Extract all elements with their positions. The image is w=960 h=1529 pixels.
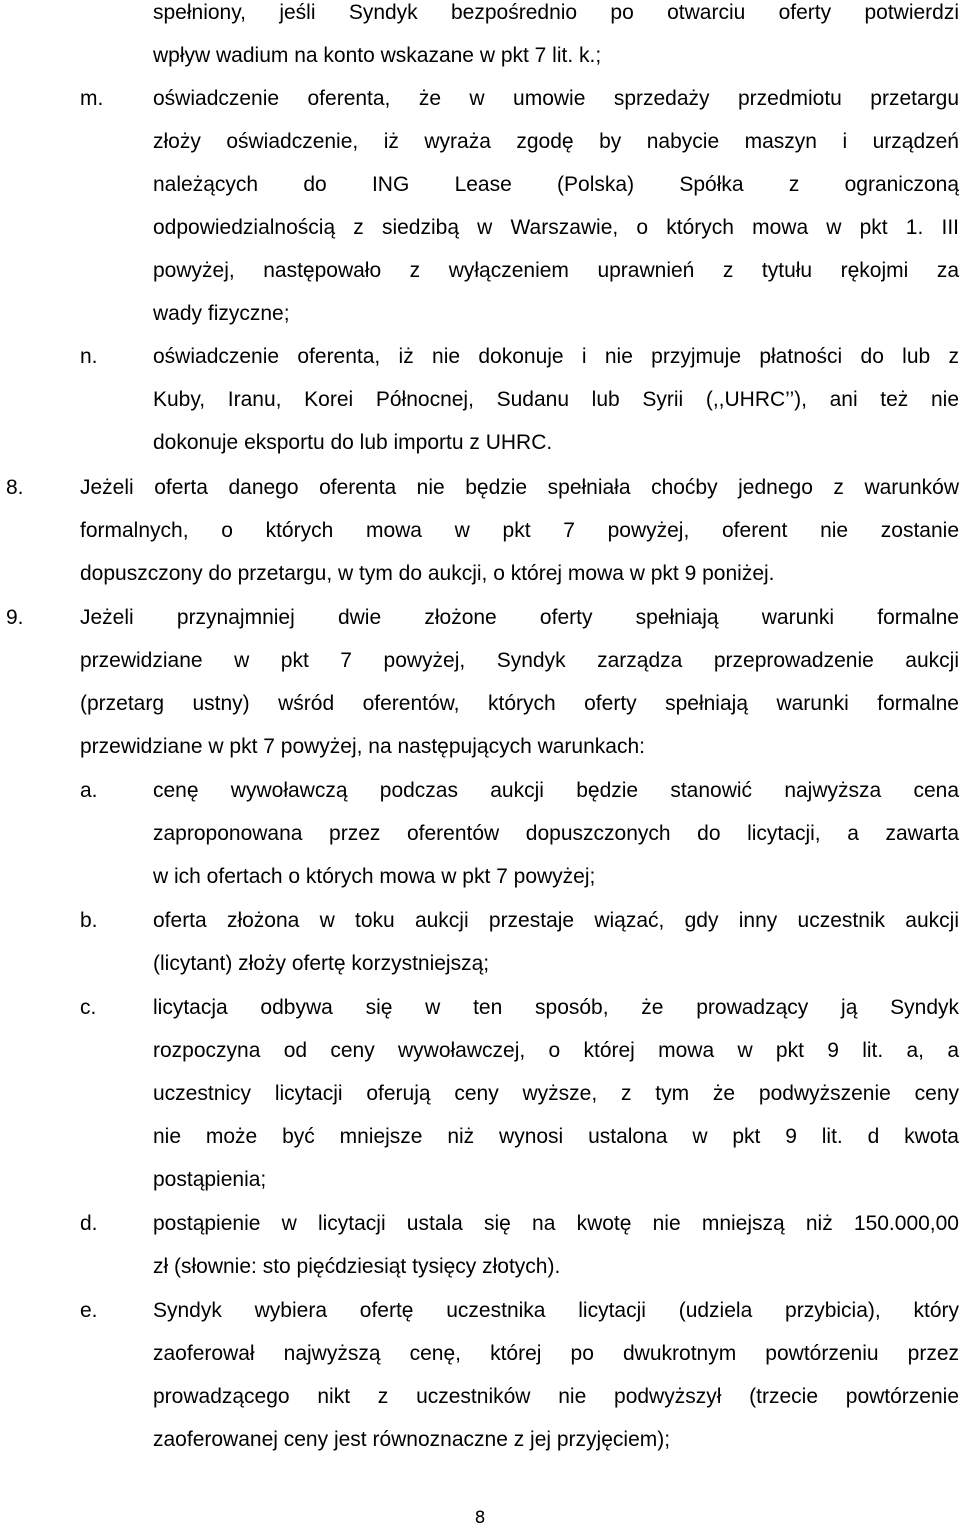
section-8-line-3: dopuszczony do przetargu, w tym do aukcji, o której mowa w pkt 9 poniżej. bbox=[80, 562, 775, 585]
item-c-line-1: licytacja odbywa się w ten sposób, że prowadzący ją Syndyk bbox=[153, 996, 959, 1019]
item-n-line-3: dokonuje eksportu do lub importu z UHRC. bbox=[153, 431, 553, 454]
item-c-line-4: nie może być mniejsze niż wynosi ustalona w pkt 9 lit. d kwota bbox=[153, 1125, 959, 1148]
item-c-line-2: rozpoczyna od ceny wywoławczej, o której mowa w pkt 9 lit. a, a bbox=[153, 1039, 959, 1062]
section-8-marker: 8. bbox=[6, 476, 24, 499]
item-e-line-4: zaoferowanej ceny jest równoznaczne z jej przyjęciem); bbox=[153, 1428, 671, 1451]
item-m-line-6: wady fizyczne; bbox=[153, 302, 290, 325]
item-m-line-3: należących do ING Lease (Polska) Spółka z ograniczoną bbox=[153, 173, 959, 196]
item-b-marker: b. bbox=[80, 909, 98, 932]
item-e-line-1: Syndyk wybiera ofertę uczestnika licytacji (udziela przybicia), który bbox=[153, 1299, 959, 1322]
item-a-line-1: cenę wywoławczą podczas aukcji będzie stanowić najwyższa cena bbox=[153, 779, 959, 802]
item-a-line-3: w ich ofertach o których mowa w pkt 7 powyżej; bbox=[153, 865, 596, 888]
item-e-line-3: prowadzącego nikt z uczestników nie podwyższył (trzecie powtórzenie bbox=[153, 1385, 959, 1408]
item-c-line-5: postąpienia; bbox=[153, 1168, 267, 1191]
item-m-marker: m. bbox=[80, 87, 104, 110]
item-a-line-2: zaproponowana przez oferentów dopuszczonych do licytacji, a zawarta bbox=[153, 822, 959, 845]
item-n-line-1: oświadczenie oferenta, iż nie dokonuje i nie przyjmuje płatności do lub z bbox=[153, 345, 959, 368]
section-9-line-3: (przetarg ustny) wśród oferentów, których oferty spełniają warunki formalne bbox=[80, 692, 959, 715]
item-e-marker: e. bbox=[80, 1299, 98, 1322]
item-d-line-1: postąpienie w licytacji ustala się na kwotę nie mniejszą niż 150.000,00 bbox=[153, 1212, 959, 1235]
item-e-line-2: zaoferował najwyższą cenę, której po dwukrotnym powtórzeniu przez bbox=[153, 1342, 959, 1365]
section-9-marker: 9. bbox=[6, 606, 24, 629]
item-d-marker: d. bbox=[80, 1212, 98, 1235]
item-n-line-2: Kuby, Iranu, Korei Północnej, Sudanu lub Syrii (,,UHRC’’), ani też nie bbox=[153, 388, 959, 411]
section-9-line-1: Jeżeli przynajmniej dwie złożone oferty spełniają warunki formalne bbox=[80, 606, 959, 629]
item-d-line-2: zł (słownie: sto pięćdziesiąt tysięcy złotych). bbox=[153, 1255, 561, 1278]
item-m-line-2: złoży oświadczenie, iż wyraża zgodę by nabycie maszyn i urządzeń bbox=[153, 130, 959, 153]
section-8-line-1: Jeżeli oferta danego oferenta nie będzie spełniała choćby jednego z warunków bbox=[80, 476, 959, 499]
section-9-line-2: przewidziane w pkt 7 powyżej, Syndyk zarządza przeprowadzenie aukcji bbox=[80, 649, 959, 672]
item-b-line-2: (licytant) złoży ofertę korzystniejszą; bbox=[153, 952, 490, 975]
section-9-line-4: przewidziane w pkt 7 powyżej, na następujących warunkach: bbox=[80, 735, 645, 758]
item-b-line-1: oferta złożona w toku aukcji przestaje wiązać, gdy inny uczestnik aukcji bbox=[153, 909, 959, 932]
item-n-marker: n. bbox=[80, 345, 98, 368]
item-c-line-3: uczestnicy licytacji oferują ceny wyższe, z tym że podwyższenie ceny bbox=[153, 1082, 959, 1105]
section-8-line-2: formalnych, o których mowa w pkt 7 powyżej, oferent nie zostanie bbox=[80, 519, 959, 542]
item-l-line-2: wpływ wadium na konto wskazane w pkt 7 lit. k.; bbox=[153, 44, 602, 67]
item-m-line-4: odpowiedzialnością z siedzibą w Warszawie, o których mowa w pkt 1. III bbox=[153, 216, 959, 239]
item-c-marker: c. bbox=[80, 996, 97, 1019]
item-a-marker: a. bbox=[80, 779, 98, 802]
page-number: 8 bbox=[474, 1508, 486, 1528]
item-m-line-1: oświadczenie oferenta, że w umowie sprzedaży przedmiotu przetargu bbox=[153, 87, 959, 110]
item-m-line-5: powyżej, następowało z wyłączeniem uprawnień z tytułu rękojmi za bbox=[153, 259, 959, 282]
item-l-line-1: spełniony, jeśli Syndyk bezpośrednio po otwarciu oferty potwierdzi bbox=[153, 1, 959, 24]
